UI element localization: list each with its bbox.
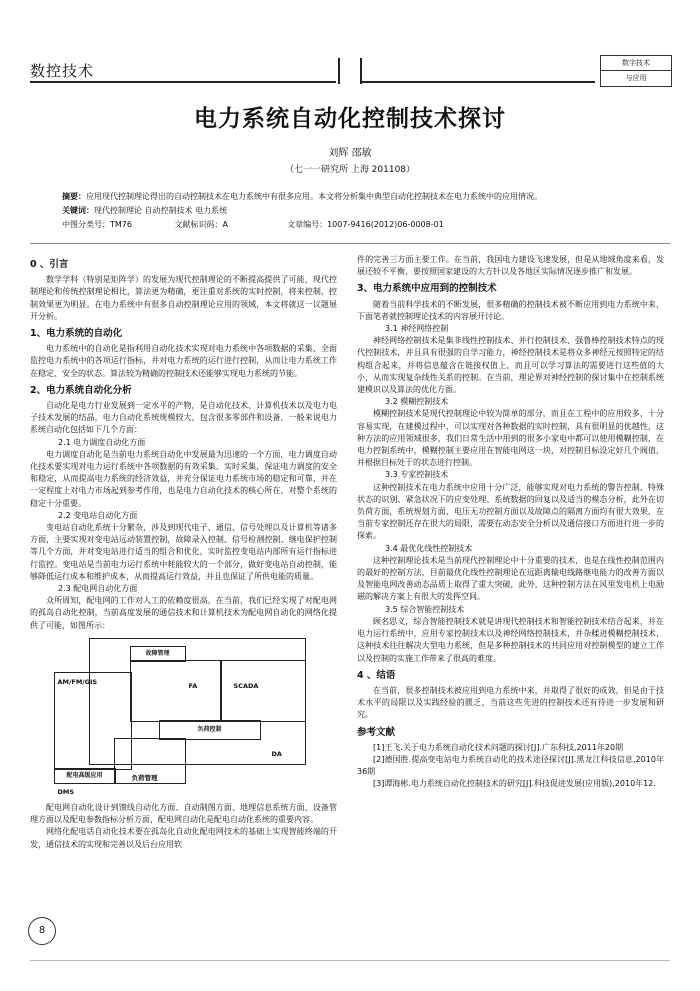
fa-box — [130, 660, 222, 722]
left-column — [30, 254, 337, 851]
load-management-label: 负荷管理 — [131, 773, 158, 782]
para-2-3: 众所周知，配电网的工作对人工的依赖度很高，在当前，我们已经实现了对配电网的孤岛自动化控制，当前高度发展的通信技术和计算机技术为配电网自动化的网络化提供了可能，如图所示： — [30, 596, 337, 630]
keywords-label: 关键词： — [62, 206, 94, 215]
page-number: 8 — [28, 917, 56, 945]
clc-number: 中图分类号：TM76 — [62, 220, 132, 229]
heading-2-3: 2.3 配电网自动化方面 — [58, 584, 138, 594]
distribution-hv-app-box: 配电高级应用 — [54, 768, 116, 784]
para-2: 自动化是电力行业发展到一定水平的产物，是自动化技术、计算机技术以及电力电子技术发展的结晶，电力自动化系统规模较大，包含很多零部件和设备，一般来说电力系统自动化包括如下几个方面： — [30, 401, 337, 435]
reference-3: [3]谭海彬.电力系统自动化控制技术的研究[J].科技促进发展(应用版),2010年12. — [373, 778, 656, 788]
para-3-2: 模糊控制技术是现代控制理论中较为简单的部分，而且在工程中的应用较多，十分容易实现，在建模过程中，可以实现对各种数据的实时控制，具有很明显的优越性，这种方法的应用领域很多，我们日常生活中用到的很多小家电中都可以使用模糊控制，在电力控制系统中，模糊控制主要应用在智能电网这一块，对控制目标设定好几个阀值，并根据目标处于的状态进行控制。 — [357, 409, 664, 468]
para-continued: 件的完善三方面主要工作。在当前，我国电力建设飞速发展，但是从地域角度来看，发展还较不平衡，要按照国家建设的大方针以及各地区实际情况逐步推广和发展。 — [357, 255, 664, 277]
header-divider — [338, 58, 362, 84]
references-title: 参考文献 — [357, 726, 396, 738]
article-affiliation: （七一一研究所 上海 201108） — [284, 165, 416, 175]
para-3-1: 神经网络控制技术是集非线性控制技术、并行控制技术、强鲁棒控制技术特点的现代控制技术，并且具有很强的自学习能力，神经控制技术是将众多神经元按照特定的结构组合起来，并将信息蕴含在链接权值上，而且可以学习算法的需要进行这些值的大小，从而实现复杂线性关系的控制。在当前，理论界对神经控制的探讨集中在控制系统建模识以及算法的优化方面。 — [357, 336, 664, 395]
am-fm-gis-label: AM/FM/GIS — [57, 677, 98, 686]
section-label: 数控技术 — [30, 62, 95, 80]
reference-1: [1]王飞.关于电力系统自动化技术问题的探讨[J].广东科技,2011年20期 — [373, 742, 624, 752]
para-2-5: 网络化配电话自动化技术要在孤岛化自动化配电网技术的基础上实现智能终端的开发，通信技术的实现和完善以及后台应用软 — [30, 827, 337, 849]
para-2-1: 电力调度自动化是当前电力系统自动化中发展最为迅速的一个方面，电力调度自动化技术要实现对电力运行系统中各项数据的有效采集、实时采集，保证电力调度的安全和稳定，从而提高电力系统的经济效益，并充分保证电力系统市场的稳定和可靠，并在一定程度上对电力市场起到参考作用，也是电力自动化技术的核心所在，对整个系统的稳定十分重要。 — [30, 449, 337, 508]
distribution-diagram — [34, 636, 334, 796]
para-2-4: 配电网自动化设计到馈线自动化方面、自动制图方面、地理信息系统方面、设备管理方面以及配电参数指标分析方面，配电网自动化是配电自动化系统的重要内容。 — [30, 802, 337, 825]
badge-top: 数字技术 — [622, 59, 650, 67]
right-column — [357, 254, 664, 790]
heading-3-1: 3.1 神经网络控制 — [385, 324, 449, 334]
document-code: 文献标识码：A — [174, 220, 229, 229]
para-3-3: 这种控制技术在电力系统中应用十分广泛，能够实现对电力系统的警告控制、特殊状态的识别、紧急状况下的应变处理、系统数据的回复以及适当的模态分析，此外在切负荷方面，系统规划方面、电压无功控制方面以及故障点的隔离方面均有很大效果，在当前专家控制还存在很大的局限，需要在动态安全分析以及通信接口方面进行进一步的探索。 — [357, 482, 664, 541]
heading-3-3: 3.3 专家控制技术 — [385, 470, 449, 480]
keywords-text: 现代控制理论 自动控制技术 电力系统 — [94, 206, 228, 215]
para-4: 在当前，很多控制技术被应用到电力系统中来，并取得了很好的成效，但是由于技术水平的局限以及实践经验的匮乏，当前这些先进的控制技术还有待进一步发展和研究。 — [357, 685, 664, 720]
da-label: DA — [271, 749, 282, 758]
article-number: 文章编号：1007-9416(2012)06-0008-01 — [287, 220, 444, 229]
scada-box — [220, 660, 306, 722]
heading-3-2: 3.2 模糊控制技术 — [385, 397, 449, 407]
abstract-label: 摘要： — [62, 192, 86, 201]
para-3: 随着当前科学技术的不断发展，很多精确的控制技术被不断应用到电力系统中来，下面笔者就控制理论技术的内容展开讨论。 — [357, 299, 664, 321]
fa-label: FA — [188, 681, 198, 690]
abstract-rule — [30, 243, 670, 244]
para-3-5: 顾名思义，综合智能控制技术就是讲现代控制技术和智能控制技术结合起来，并在电力运行系统中，应用专家控制技术以及神经网络控制技术，并杂糅进模糊控制技术，这种技术往往解决大型电力系统，但是多种控制技术的共同应用对控制模型的建立工作以及控制的实施工作带来了很高的难度。 — [357, 616, 664, 663]
para-intro: 数学学科（特别是矩阵学）的发展为现代控制理论的不断提高提供了可能，现代控制理论和传统控制理论相比，算法更为精确，更注重对系统的实时控制，将来控制，控制效果更为明显。在电力系统中有很多自动控制理论应用的领域，本文将就这一议题展开分析。 — [30, 275, 337, 321]
para-3-4: 这种控制理论技术是当前现代控制理论中十分重要的技术，也是在线性控制范围内的最好的控制方法，目前最优化线性控制理论在远距离输电线路继电能力的改善方面以及智能电网改善动态品质上取得了重大突破，此外，这种控制方法在风里发电机上电励磁的解决方案上有很大的发挥空间。 — [357, 555, 664, 602]
para-1: 电力系统中的自动化是指利用自动化技术实现对电力系统中各项数据的采集、全面监控电力系统中的各项运行指标，并对电力系统的运行进行控制，从而让电力系统工作在稳定、安全的状态。算法较为精确的控制技术还能够实现电力系统的节能。 — [30, 344, 337, 378]
heading-1: 1、电力系统的自动化 — [30, 328, 123, 340]
heading-3: 3、电力系统中应用到的控制技术 — [357, 283, 497, 295]
header-rule-right — [360, 81, 595, 83]
badge-bottom: 与应用 — [601, 70, 671, 85]
load-control-box: 负荷控制 — [159, 720, 261, 740]
scada-label: SCADA — [233, 681, 259, 690]
journal-badge — [600, 55, 672, 87]
abstract-text: 应用现代控制理论得出的自动控制技术在电力系统中有很多应用。本文将分析集中典型自动化控制技术在电力系统中的应用情况。 — [86, 192, 542, 201]
article-authors: 刘辉 邵敏 — [328, 148, 372, 159]
dms-label: DMS — [57, 787, 75, 796]
footer-rule — [30, 960, 670, 961]
header-rule — [30, 81, 336, 83]
heading-3-4: 3.4 最优化线性控制技术 — [385, 543, 473, 553]
fault-management-box: 故障管理 — [130, 646, 186, 662]
para-2-2: 变电站自动化系统十分繁杂，涉及到现代电子、通信、信号处理以及计算机等诸多方面，主要实现对变电站远动装置控制，故障录入控制、信号检测控制、继电保护控制等几个方面，并对变电站进行适当的组合和优化，实时监控变电站内部所有运行指标进行监控。变电站是当前电力运行系统中耗能较大的一个部分，做好变电站自动控制，能够降低运行成本和维护成本，从而提高运行效益，并且也保证了所供电能的质量。 — [30, 523, 337, 581]
heading-intro: 0 、引言 — [30, 259, 69, 270]
heading-2-2: 2.2 变电站自动化方面 — [58, 510, 138, 520]
article-title: 电力系统自动化控制技术探讨 — [194, 106, 506, 132]
heading-3-5: 3.5 综合智能控制技术 — [385, 604, 465, 614]
abstract-block — [62, 190, 662, 232]
heading-4: 4 、结语 — [357, 669, 396, 681]
heading-2-1: 2.1 电力调度自动化方面 — [58, 437, 146, 447]
reference-2: [2]德国胜.提高变电站电力系统自动化的技术途径探讨[J].黑龙江科技信息,2010年36期 — [357, 754, 664, 776]
heading-2: 2、电力系统自动化分析 — [30, 384, 132, 396]
